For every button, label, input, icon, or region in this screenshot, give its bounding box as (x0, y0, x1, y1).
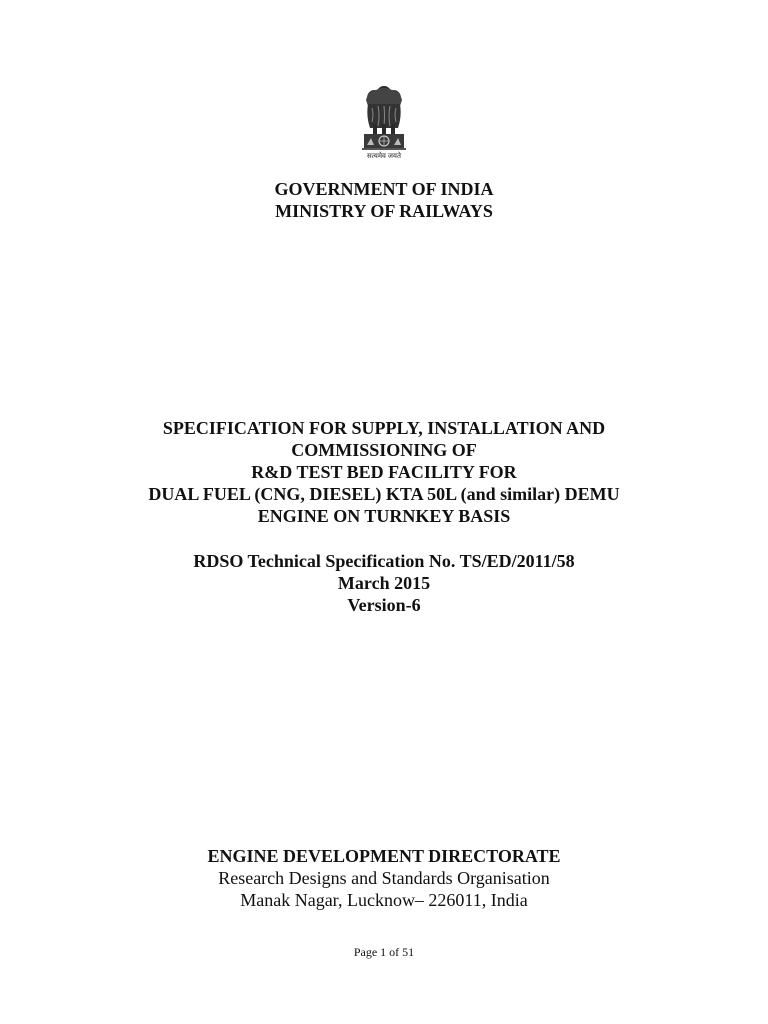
title-line-2: COMMISSIONING OF (291, 440, 477, 460)
title-line-3: R&D TEST BED FACILITY FOR (251, 462, 517, 482)
title-line-1: SPECIFICATION FOR SUPPLY, INSTALLATION AND (162, 418, 606, 438)
document-title (0, 417, 768, 527)
ministry-name: MINISTRY OF RAILWAYS (275, 201, 493, 221)
title-line-4: DUAL FUEL (CNG, DIESEL) KTA 50L (and similar) DEMU (148, 484, 620, 504)
issuing-authority (0, 845, 768, 911)
organisation-name: Research Designs and Standards Organisation (218, 868, 550, 888)
specification-number: RDSO Technical Specification No. TS/ED/2011/58 (193, 551, 575, 571)
title-line-5: ENGINE ON TURNKEY BASIS (257, 506, 511, 526)
organisation-address: Manak Nagar, Lucknow– 226011, India (240, 890, 528, 910)
government-header (0, 178, 768, 222)
government-name: GOVERNMENT OF INDIA (274, 179, 494, 199)
specification-version: Version-6 (347, 595, 421, 615)
specification-info (0, 550, 768, 616)
specification-date: March 2015 (337, 573, 431, 593)
page-number: Page 1 of 51 (353, 945, 415, 959)
emblem-motto: सत्यमेव जयते (367, 152, 401, 160)
directorate-name: ENGINE DEVELOPMENT DIRECTORATE (207, 846, 561, 866)
